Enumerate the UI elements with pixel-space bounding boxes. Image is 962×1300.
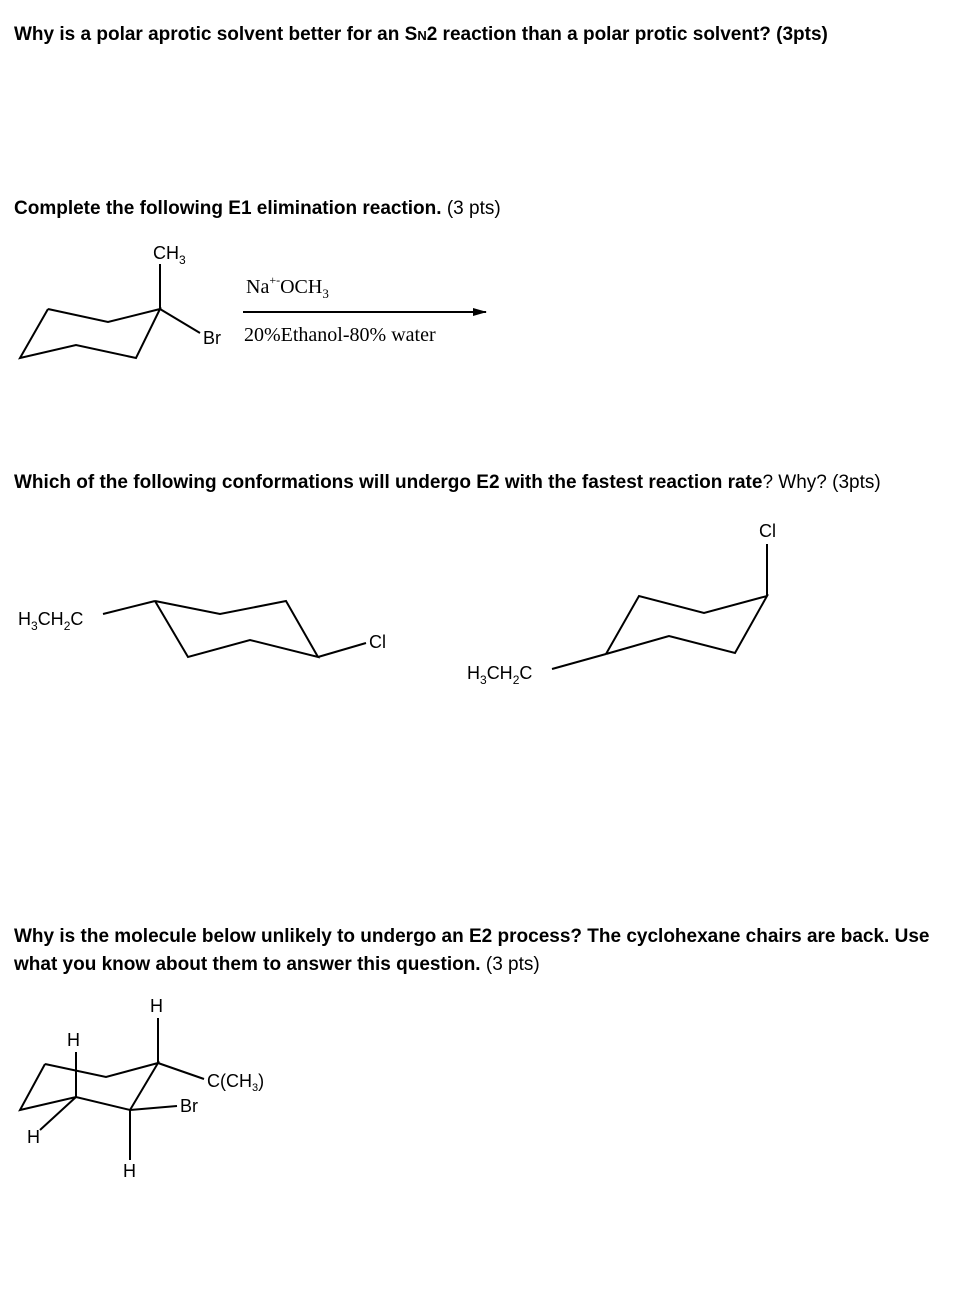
ethyl-label-b: $H_3CH_2C$: [467, 663, 533, 687]
reagent-label: $Na^{+-}OCH_3$: [246, 273, 329, 301]
chair-ring-1: [20, 309, 160, 358]
tbutyl-bond: [158, 1063, 204, 1079]
question-1-text-b: 2 reaction than a polar protic solvent? (3pts): [426, 24, 828, 45]
question-2-bold: Complete the following E1 elimination reaction.: [14, 198, 442, 219]
ethyl-bond-b: [552, 654, 606, 669]
ethyl-bond-a: [103, 601, 155, 614]
chlorine-label-b: Cl: [759, 521, 776, 541]
question-4-points: (3 pts): [480, 954, 540, 975]
chlorine-bond-a: [318, 643, 366, 657]
chair-ring-4: [20, 1063, 158, 1110]
question-3-bold: Which of the following conformations will undergo E2 with the fastest reaction rate: [14, 472, 763, 493]
h-upper-left-label: H: [67, 1030, 80, 1050]
chair-ring-a: [155, 601, 318, 657]
h-bottom-label: H: [123, 1161, 136, 1181]
question-4-bold: Why is the molecule below unlikely to undergo an E2 process? The cyclohexane chairs are back. Use what you know about them to answer this question.: [14, 926, 930, 975]
tbutyl-label: $C(CH_3)$: [207, 1071, 265, 1094]
ethyl-label-a: $H_3CH_2C$: [18, 609, 84, 633]
chair-ring-b: [606, 596, 767, 654]
bromine-label-4: Br: [180, 1096, 198, 1116]
bromine-label: Br: [203, 328, 221, 348]
h-top-label: H: [150, 996, 163, 1016]
conformer-b: [552, 544, 767, 669]
question-1-subscript: N: [417, 28, 427, 43]
molecule-4: [20, 1018, 204, 1160]
bromine-bond: [160, 309, 200, 333]
question-2-points: (3 pts): [441, 198, 501, 219]
methyl-label: $CH_3$: [153, 243, 186, 267]
reaction-1-reactant: [20, 264, 200, 358]
solvent-label: 20%Ethanol-80% water: [244, 324, 436, 346]
chlorine-label-a: Cl: [369, 632, 386, 652]
question-1-text-a: Why is a polar aprotic solvent better for an S: [14, 24, 418, 45]
question-3-points: ? Why? (3pts): [762, 472, 881, 493]
conformer-a: [103, 601, 366, 657]
h-lower-left-label: H: [27, 1127, 40, 1147]
bromine-bond-4: [130, 1106, 177, 1110]
